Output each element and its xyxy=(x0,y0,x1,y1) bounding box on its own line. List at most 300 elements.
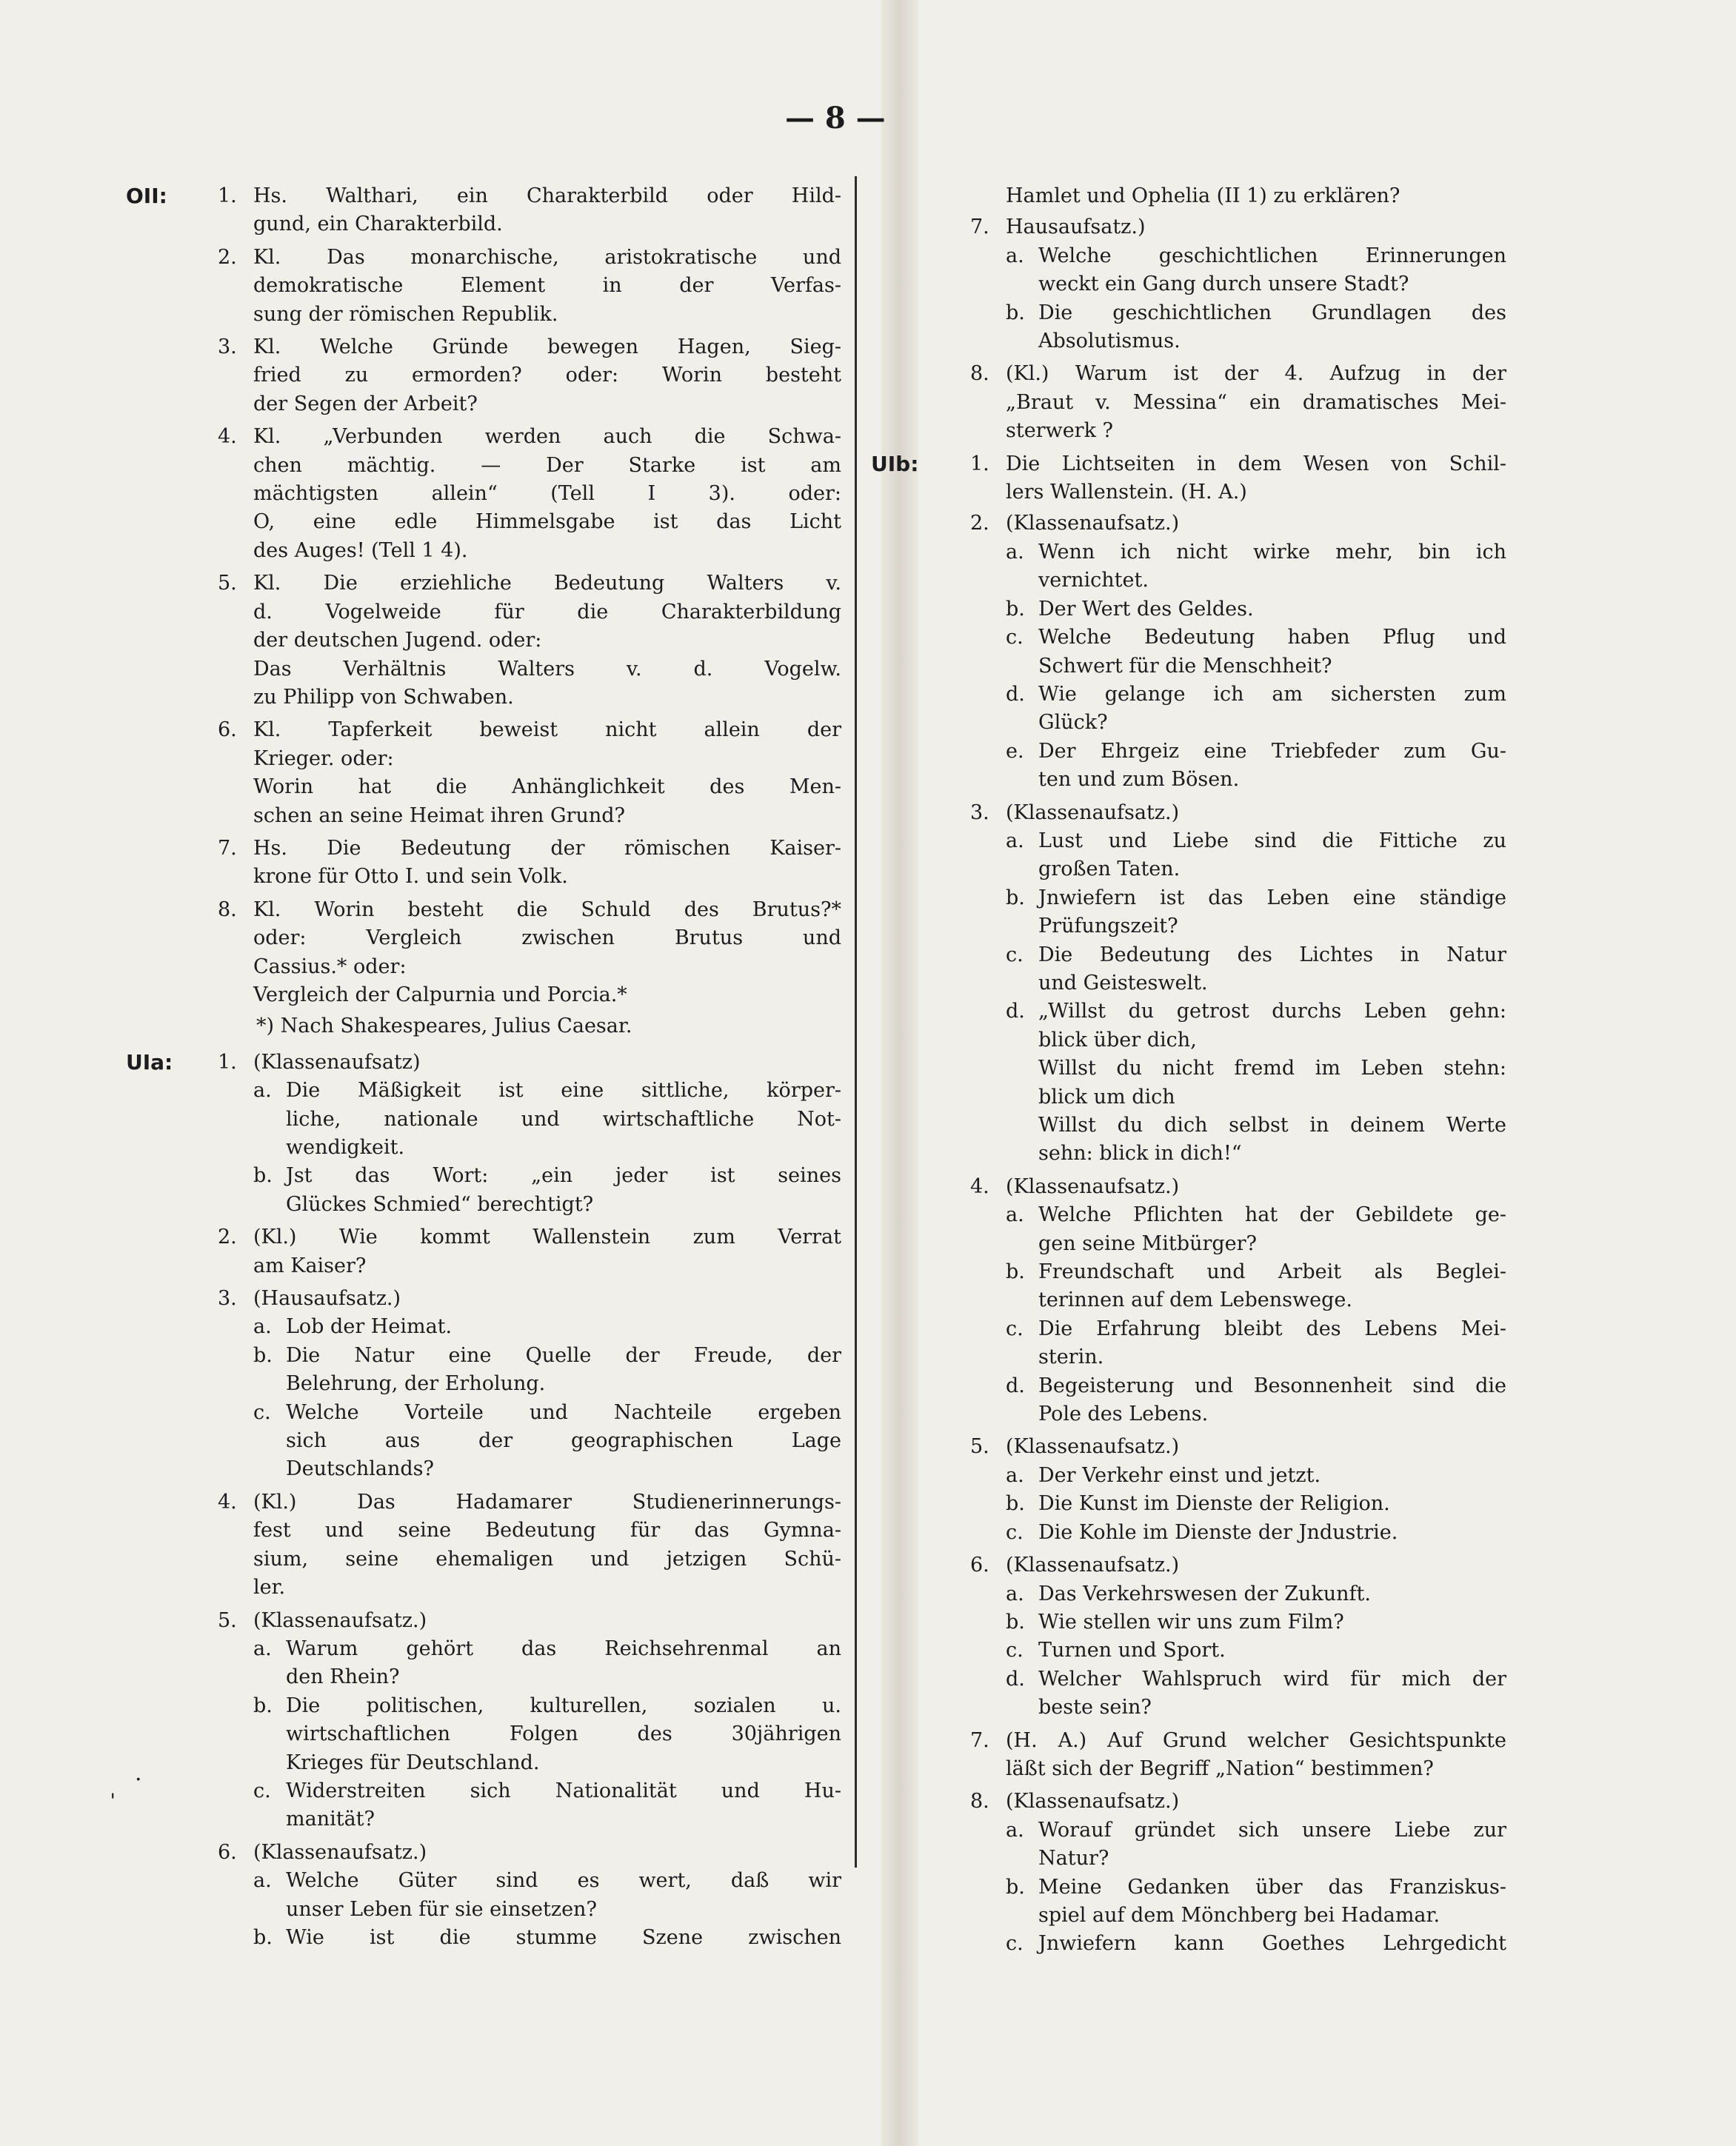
sub-item-letter: b. xyxy=(1006,1875,1025,1899)
text-line: Worauf gründet sich unsere Liebe zur xyxy=(1038,1818,1506,1842)
text-line: „Willst du getrost durchs Leben gehn: xyxy=(1038,1000,1506,1023)
sub-item-body xyxy=(948,997,1506,1168)
footnote-text: *) Nach Shakespeares, Julius Caesar. xyxy=(256,1014,632,1038)
item-body xyxy=(200,1839,841,1867)
sub-item-letter: a. xyxy=(253,1079,272,1103)
sub-item-body xyxy=(200,1077,841,1162)
text-line: Welche Bedeutung haben Pflug und xyxy=(1038,626,1506,649)
text-line: Freundschaft und Arbeit als Beglei- xyxy=(1038,1260,1506,1284)
text-line: (Klassenaufsatz) xyxy=(253,1050,421,1074)
sub-item-body xyxy=(200,1692,841,1777)
scan-speck: · xyxy=(135,1767,142,1793)
text-line: Die Kohle im Dienste der Jndustrie. xyxy=(1038,1520,1398,1544)
text-line: Die Natur eine Quelle der Freude, der xyxy=(286,1343,841,1367)
sub-item-letter: a. xyxy=(253,1869,272,1893)
text-line: fried zu ermorden? oder: Worin besteht xyxy=(253,364,841,387)
sub-item-letter: b. xyxy=(1006,1492,1025,1516)
item-body xyxy=(948,1788,1506,1816)
sub-item-letter: a. xyxy=(1006,540,1024,564)
text-line: Widerstreiten sich Nationalität und Hu- xyxy=(286,1779,841,1802)
essay-item xyxy=(200,1223,841,1280)
text-line: sehn: blick in dich!“ xyxy=(1038,1142,1242,1166)
sub-item xyxy=(948,242,1506,299)
text-line: Krieges für Deutschland. xyxy=(286,1751,540,1774)
text-line: des Auges! (Tell 1 4). xyxy=(253,538,468,562)
sub-item xyxy=(200,1342,841,1399)
item-number: 3. xyxy=(970,800,989,824)
text-line: Das Verhältnis Walters v. d. Vogelw. xyxy=(253,657,841,681)
left-column xyxy=(126,178,841,1952)
sub-item xyxy=(200,1162,841,1219)
item-body xyxy=(200,896,841,1010)
sub-item-body xyxy=(948,1637,1506,1665)
text-line: Die geschichtlichen Grundlagen des xyxy=(1038,301,1506,324)
text-line: (Klassenaufsatz.) xyxy=(1006,1554,1180,1577)
text-line: Meine Gedanken über das Franziskus- xyxy=(1038,1875,1506,1899)
essay-item xyxy=(200,835,841,892)
text-line: spiel auf dem Mönchberg bei Hadamar. xyxy=(1038,1903,1440,1927)
text-line: (H. A.) Auf Grund welcher Gesichtspunkte xyxy=(1006,1728,1506,1752)
text-line: (Klassenaufsatz.) xyxy=(253,1840,427,1864)
text-line: terinnen auf dem Lebenswege. xyxy=(1038,1288,1352,1312)
text-line: Hausaufsatz.) xyxy=(1006,215,1146,239)
essay-item xyxy=(948,213,1506,355)
essay-item xyxy=(200,244,841,329)
item-body xyxy=(948,213,1506,241)
item-number: 3. xyxy=(218,335,237,359)
text-line: wirtschaftlichen Folgen des 30jährigen xyxy=(286,1722,841,1746)
sub-item xyxy=(948,1665,1506,1722)
text-line: Hs. Die Bedeutung der römischen Kaiser- xyxy=(253,836,841,860)
item-body xyxy=(948,1433,1506,1461)
text-line: weckt ein Gang durch unsere Stadt? xyxy=(1038,273,1409,296)
text-line: Kl. Das monarchische, aristokratische und xyxy=(253,245,841,269)
sub-item-letter: c. xyxy=(1006,1317,1024,1340)
text-line: O, eine edle Himmelsgabe ist das Licht xyxy=(253,510,841,534)
text-line: Die Lichtseiten in dem Wesen von Schil- xyxy=(1006,452,1506,475)
sub-item-body xyxy=(200,1777,841,1834)
essay-item xyxy=(200,1285,841,1484)
essay-item xyxy=(948,1173,1506,1429)
text-line: manität? xyxy=(286,1808,375,1831)
sub-item-body xyxy=(948,1580,1506,1608)
text-line: Lob der Heimat. xyxy=(286,1315,453,1339)
sub-item-letter: a. xyxy=(1006,1818,1024,1842)
sub-item xyxy=(948,299,1506,356)
sub-item-body xyxy=(948,1930,1506,1958)
text-line: Wie stellen wir uns zum Film? xyxy=(1038,1610,1344,1634)
sub-item-letter: c. xyxy=(253,1400,271,1424)
text-line: großen Taten. xyxy=(1038,858,1181,881)
item-number: 5. xyxy=(218,1608,237,1632)
item-number: 6. xyxy=(218,718,237,742)
page-fold xyxy=(881,0,918,2146)
class-label: UIa: xyxy=(126,1049,173,1074)
text-line: (Klassenaufsatz.) xyxy=(1006,512,1180,535)
sub-item-letter: c. xyxy=(1006,1639,1024,1662)
text-line: Deutschlands? xyxy=(286,1457,434,1481)
text-line: sich aus der geographischen Lage xyxy=(286,1429,841,1453)
text-line: ten und zum Bösen. xyxy=(1038,768,1240,792)
item-body xyxy=(948,1727,1506,1784)
text-line: Krieger. oder: xyxy=(253,746,394,770)
text-line: demokratische Element in der Verfas- xyxy=(253,274,841,298)
item-body xyxy=(948,182,1506,210)
sub-item xyxy=(948,595,1506,624)
item-body xyxy=(200,182,841,239)
text-line: Schwert für die Menschheit? xyxy=(1038,654,1332,678)
item-body xyxy=(200,569,841,712)
item-number: 3. xyxy=(218,1287,237,1311)
sub-item-letter: a. xyxy=(1006,1582,1024,1605)
text-line: Wie ist die stumme Szene zwischen xyxy=(286,1925,841,1949)
sub-item-letter: a. xyxy=(1006,1203,1024,1227)
text-line: mächtigsten allein“ (Tell I 3). oder: xyxy=(253,482,841,506)
item-number: 7. xyxy=(970,1728,989,1752)
text-line: den Rhein? xyxy=(286,1665,400,1689)
text-line: und Geisteswelt. xyxy=(1038,971,1208,995)
sub-item xyxy=(948,1519,1506,1547)
sub-item-letter: c. xyxy=(1006,1932,1024,1956)
text-line: Hs. Walthari, ein Charakterbild oder Hild- xyxy=(253,184,841,207)
sub-item xyxy=(948,1930,1506,1958)
text-line: Kl. Die erziehliche Bedeutung Walters v. xyxy=(253,572,841,595)
text-line: Belehrung, der Erholung. xyxy=(286,1372,546,1396)
essay-item xyxy=(200,333,841,418)
text-line: d. Vogelweide für die Charakterbildung xyxy=(253,600,841,624)
right-column xyxy=(871,178,1506,1959)
sub-item xyxy=(948,884,1506,941)
sub-item xyxy=(200,1077,841,1162)
sub-item xyxy=(948,827,1506,884)
item-body xyxy=(200,244,841,329)
text-line: gund, ein Charakterbild. xyxy=(253,213,503,236)
essay-item xyxy=(871,450,1506,507)
text-line: oder: Vergleich zwischen Brutus und xyxy=(253,926,841,950)
text-line: Kl. Tapferkeit beweist nicht allein der xyxy=(253,718,841,742)
sub-item xyxy=(948,738,1506,795)
item-number: 4. xyxy=(970,1174,989,1198)
text-line: Vergleich der Calpurnia und Porcia.* xyxy=(253,983,627,1006)
sub-item xyxy=(948,941,1506,998)
text-line: fest und seine Bedeutung für das Gymna- xyxy=(253,1519,841,1542)
item-number: 4. xyxy=(218,425,237,449)
item-number: 2. xyxy=(218,245,237,269)
item-body xyxy=(200,1607,841,1635)
item-number: 7. xyxy=(218,836,237,860)
text-line: ler. xyxy=(253,1576,286,1600)
essay-item xyxy=(948,1788,1506,1958)
item-number: 5. xyxy=(218,572,237,595)
text-line: Worin hat die Anhänglichkeit des Men- xyxy=(253,775,841,799)
text-line: Cassius.* oder: xyxy=(253,955,407,978)
text-line: Turnen und Sport. xyxy=(1038,1639,1226,1662)
item-body xyxy=(948,799,1506,827)
text-line: Kl. Welche Gründe bewegen Hagen, Sieg- xyxy=(253,335,841,359)
sub-item-body xyxy=(948,1519,1506,1547)
continued-item xyxy=(948,182,1506,210)
text-line: Warum gehört das Reichsehrenmal an xyxy=(286,1637,841,1660)
sub-item-letter: d. xyxy=(1006,1374,1025,1397)
text-line: Glück? xyxy=(1038,711,1108,735)
sub-item xyxy=(948,1816,1506,1873)
sub-item-body xyxy=(200,1342,841,1399)
sub-item-body xyxy=(948,1462,1506,1490)
sub-item-body xyxy=(948,1490,1506,1518)
sub-item xyxy=(948,1372,1506,1429)
scan-speck: ˌ xyxy=(110,1776,116,1802)
item-number: 1. xyxy=(218,1050,237,1074)
text-line: Jst das Wort: „ein jeder ist seines xyxy=(286,1164,841,1188)
text-line: Welche Güter sind es wert, daß wir xyxy=(286,1869,841,1893)
sub-item-letter: b. xyxy=(1006,1260,1025,1284)
sub-item-letter: c. xyxy=(253,1779,271,1802)
text-line: Hamlet und Ophelia (II 1) zu erklären? xyxy=(1006,184,1401,207)
essay-item xyxy=(200,569,841,712)
sub-item-letter: b. xyxy=(1006,886,1025,909)
sub-item-body xyxy=(948,538,1506,595)
text-line: sterin. xyxy=(1038,1346,1104,1369)
essay-item xyxy=(948,509,1506,794)
sub-item xyxy=(948,624,1506,681)
text-line: zu Philipp von Schwaben. xyxy=(253,685,514,709)
text-line: Jnwiefern kann Goethes Lehrgedicht xyxy=(1038,1932,1506,1956)
sub-item-body xyxy=(200,1399,841,1484)
sub-item xyxy=(948,1608,1506,1637)
sub-item-letter: c. xyxy=(1006,626,1024,649)
essay-item xyxy=(948,1551,1506,1722)
essay-item xyxy=(200,896,841,1010)
sub-item-body xyxy=(948,738,1506,795)
text-line: gen seine Mitbürger? xyxy=(1038,1231,1258,1255)
text-line: Pole des Lebens. xyxy=(1038,1403,1209,1426)
sub-item xyxy=(200,1313,841,1341)
item-number: 6. xyxy=(970,1554,989,1577)
text-line: Welche Vorteile und Nachteile ergeben xyxy=(286,1400,841,1424)
item-number: 8. xyxy=(970,1790,989,1814)
essay-item xyxy=(126,182,841,239)
text-line: Wie gelange ich am sichersten zum xyxy=(1038,682,1506,706)
text-line: Prüfungszeit? xyxy=(1038,915,1178,938)
text-line: chen mächtig. — Der Starke ist am xyxy=(253,453,841,477)
sub-item xyxy=(948,1315,1506,1372)
sub-item xyxy=(948,1490,1506,1518)
text-line: beste sein? xyxy=(1038,1696,1152,1719)
sub-item-body xyxy=(948,1873,1506,1931)
sub-item-letter: a. xyxy=(253,1637,272,1660)
item-body xyxy=(948,360,1506,445)
sub-item xyxy=(948,538,1506,595)
item-body xyxy=(200,1223,841,1280)
essay-item xyxy=(200,716,841,830)
sub-item-body xyxy=(948,941,1506,998)
essay-item xyxy=(948,799,1506,1169)
sub-item xyxy=(948,1258,1506,1315)
text-line: blick um dich xyxy=(1038,1085,1175,1109)
sub-item xyxy=(948,1580,1506,1608)
sub-item-letter: a. xyxy=(1006,829,1024,852)
text-line: Jnwiefern ist das Leben eine ständige xyxy=(1038,886,1506,909)
item-number: 2. xyxy=(970,512,989,535)
sub-item-body xyxy=(948,1816,1506,1873)
item-body xyxy=(200,423,841,565)
sub-item xyxy=(200,1924,841,1952)
text-line: Lust und Liebe sind die Fittiche zu xyxy=(1038,829,1506,852)
text-line: wendigkeit. xyxy=(286,1136,405,1159)
sub-item-body xyxy=(948,595,1506,624)
sub-item-letter: d. xyxy=(1006,1667,1025,1691)
item-number: 5. xyxy=(970,1435,989,1459)
item-body xyxy=(200,716,841,830)
item-body xyxy=(948,509,1506,538)
sub-item-letter: b. xyxy=(253,1343,273,1367)
text-line: sung der römischen Republik. xyxy=(253,302,558,326)
text-line: (Kl.) Wie kommt Wallenstein zum Verrat xyxy=(253,1226,841,1249)
sub-item xyxy=(200,1399,841,1484)
footnote xyxy=(200,1012,841,1040)
item-body xyxy=(200,835,841,892)
class-label: OII: xyxy=(126,184,167,208)
essay-item xyxy=(948,1727,1506,1784)
class-label: UIb: xyxy=(871,451,919,476)
text-line: Absolutismus. xyxy=(1038,330,1181,353)
text-line: lers Wallenstein. (H. A.) xyxy=(1006,481,1247,504)
text-line: „Braut v. Messina“ ein dramatisches Mei- xyxy=(1006,390,1506,414)
sub-item-body xyxy=(200,1162,841,1219)
text-line: Die Erfahrung bleibt des Lebens Mei- xyxy=(1038,1317,1506,1340)
text-line: (Klassenaufsatz.) xyxy=(1006,1435,1180,1459)
item-number: 2. xyxy=(218,1226,237,1249)
text-line: Wenn ich nicht wirke mehr, bin ich xyxy=(1038,540,1506,564)
sub-item-letter: c. xyxy=(1006,1520,1024,1544)
sub-item-body xyxy=(948,1608,1506,1637)
text-line: (Klassenaufsatz.) xyxy=(253,1608,427,1632)
text-line: liche, nationale und wirtschaftliche Not- xyxy=(286,1107,841,1131)
sub-item-body xyxy=(948,1201,1506,1258)
sub-item-body xyxy=(948,884,1506,941)
sub-item xyxy=(948,1873,1506,1931)
sub-item-letter: a. xyxy=(1006,1463,1024,1487)
sub-item-letter: d. xyxy=(1006,682,1025,706)
page-number: — 8 — xyxy=(785,101,886,136)
sub-item-body xyxy=(200,1867,841,1924)
sub-item-body xyxy=(948,1372,1506,1429)
text-line: Kl. „Verbunden werden auch die Schwa- xyxy=(253,425,841,449)
sub-item xyxy=(948,681,1506,738)
item-number: 4. xyxy=(218,1490,237,1514)
text-line: Natur? xyxy=(1038,1847,1109,1871)
text-line: blick über dich, xyxy=(1038,1028,1197,1052)
text-line: (Klassenaufsatz.) xyxy=(1006,800,1180,824)
text-line: Welche geschichtlichen Erinnerungen xyxy=(1038,244,1506,267)
sub-item xyxy=(948,1637,1506,1665)
essay-item xyxy=(200,1839,841,1953)
text-line: am Kaiser? xyxy=(253,1254,367,1277)
text-line: (Klassenaufsatz.) xyxy=(1006,1790,1180,1814)
item-number: 8. xyxy=(970,362,989,386)
sub-item-letter: a. xyxy=(1006,244,1024,267)
item-number: 1. xyxy=(970,452,989,475)
sub-item xyxy=(200,1635,841,1692)
text-line: (Kl.) Das Hadamarer Studienerinnerungs- xyxy=(253,1490,841,1514)
item-number: 7. xyxy=(970,215,989,239)
text-line: schen an seine Heimat ihren Grund? xyxy=(253,803,625,827)
text-line: (Hausaufsatz.) xyxy=(253,1287,401,1311)
essay-item xyxy=(948,1433,1506,1547)
text-line: Der Wert des Geldes. xyxy=(1038,597,1254,621)
text-line: Willst du nicht fremd im Leben stehn: xyxy=(1038,1057,1506,1080)
sub-item-letter: d. xyxy=(1006,1000,1025,1023)
sub-item-body xyxy=(948,242,1506,299)
essay-item xyxy=(200,423,841,565)
text-line: Die Mäßigkeit ist eine sittliche, körper- xyxy=(286,1079,841,1103)
item-body xyxy=(948,1551,1506,1580)
sub-item xyxy=(200,1777,841,1834)
essay-item xyxy=(126,1049,841,1219)
sub-item-letter: b. xyxy=(1006,301,1025,324)
text-line: krone für Otto I. und sein Volk. xyxy=(253,865,568,889)
item-body xyxy=(200,1049,841,1077)
text-line: (Kl.) Warum ist der 4. Aufzug in der xyxy=(1006,362,1506,386)
item-body xyxy=(200,1285,841,1313)
sub-item-letter: b. xyxy=(253,1164,273,1188)
sub-item-letter: b. xyxy=(253,1694,273,1717)
text-line: Der Verkehr einst und jetzt. xyxy=(1038,1463,1321,1487)
text-line: der deutschen Jugend. oder: xyxy=(253,629,542,652)
text-line: Die politischen, kulturellen, sozialen u. xyxy=(286,1694,841,1717)
column-divider xyxy=(855,176,857,1868)
item-number: 1. xyxy=(218,184,237,207)
sub-item-body xyxy=(200,1313,841,1341)
sub-item xyxy=(200,1867,841,1924)
essay-item xyxy=(200,1607,841,1834)
text-line: vernichtet. xyxy=(1038,569,1149,592)
sub-item-body xyxy=(948,1315,1506,1372)
text-line: Die Kunst im Dienste der Religion. xyxy=(1038,1492,1390,1516)
text-line: (Klassenaufsatz.) xyxy=(1006,1174,1180,1198)
item-body xyxy=(200,1488,841,1602)
sub-item-letter: b. xyxy=(253,1925,273,1949)
sub-item-body xyxy=(948,624,1506,681)
item-body xyxy=(948,1173,1506,1201)
text-line: Willst du dich selbst in deinem Werte xyxy=(1038,1114,1506,1137)
text-line: Begeisterung und Besonnenheit sind die xyxy=(1038,1374,1506,1397)
text-line: Das Verkehrswesen der Zukunft. xyxy=(1038,1582,1371,1605)
sub-item-body xyxy=(948,1665,1506,1722)
item-number: 6. xyxy=(218,1840,237,1864)
sub-item-letter: a. xyxy=(253,1315,272,1339)
sub-item-body xyxy=(200,1924,841,1952)
text-line: Der Ehrgeiz eine Triebfeder zum Gu- xyxy=(1038,739,1506,763)
text-line: Die Bedeutung des Lichtes in Natur xyxy=(1038,943,1506,966)
sub-item-body xyxy=(948,299,1506,356)
sub-item-body xyxy=(948,827,1506,884)
sub-item-letter: e. xyxy=(1006,739,1024,763)
sub-item-letter: b. xyxy=(1006,1610,1025,1634)
text-line: Welcher Wahlspruch wird für mich der xyxy=(1038,1667,1506,1691)
text-line: sium, seine ehemaligen und jetzigen Schü- xyxy=(253,1547,841,1571)
text-line: Kl. Worin besteht die Schuld des Brutus?* xyxy=(253,897,841,921)
text-line: Glückes Schmied“ berechtigt? xyxy=(286,1192,594,1216)
text-line: der Segen der Arbeit? xyxy=(253,392,478,415)
sub-item-body xyxy=(948,681,1506,738)
sub-item-letter: c. xyxy=(1006,943,1024,966)
essay-item xyxy=(948,360,1506,445)
item-number: 8. xyxy=(218,897,237,921)
text-line: Welche Pflichten hat der Gebildete ge- xyxy=(1038,1203,1506,1227)
text-line: läßt sich der Begriff „Nation“ bestimmen? xyxy=(1006,1756,1434,1780)
sub-item-body xyxy=(948,1258,1506,1315)
